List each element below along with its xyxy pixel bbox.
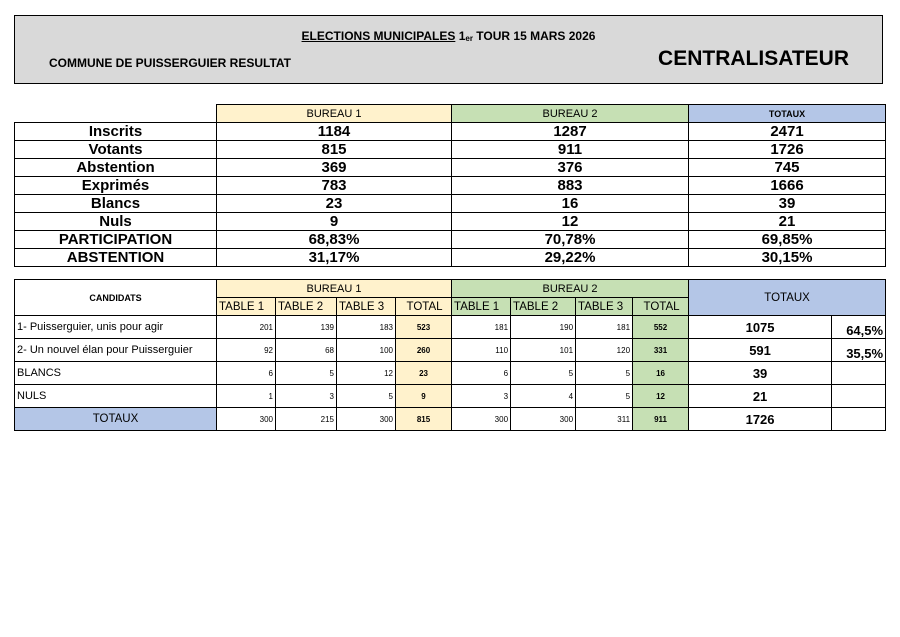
b2-table-cell: 5 xyxy=(576,385,633,408)
b1-table2-header: TABLE 2 xyxy=(276,298,337,316)
centralisateur-label: CENTRALISATEUR xyxy=(658,47,849,70)
b2-total-header: TOTAL xyxy=(633,298,689,316)
summary-value-bureau2: 376 xyxy=(452,159,689,177)
b1-total-cell: 260 xyxy=(396,339,452,362)
summary-row-label: Nuls xyxy=(15,213,217,231)
summary-header-blank xyxy=(15,105,217,123)
b1-total-cell: 23 xyxy=(396,362,452,385)
b2-total-cell: 552 xyxy=(633,316,689,339)
summary-value-bureau2: 12 xyxy=(452,213,689,231)
summary-value-bureau2: 1287 xyxy=(452,123,689,141)
summary-col-bureau1: BUREAU 1 xyxy=(217,105,452,123)
summary-value-bureau1: 23 xyxy=(217,195,452,213)
summary-row xyxy=(15,213,886,231)
candidate-row xyxy=(15,362,886,385)
summary-row-label: Votants xyxy=(15,141,217,159)
summary-row-label: Abstention xyxy=(15,159,217,177)
summary-row xyxy=(15,123,886,141)
summary-row xyxy=(15,231,886,249)
summary-value-bureau1: 31,17% xyxy=(217,249,452,267)
b2-table1-header: TABLE 1 xyxy=(452,298,511,316)
candidate-total-cell: 1075 xyxy=(689,316,832,339)
candidate-row xyxy=(15,385,886,408)
summary-header-row xyxy=(15,105,886,123)
b1-table-cell: 5 xyxy=(276,362,337,385)
b2-table-cell: 190 xyxy=(511,316,576,339)
b1-total-cell: 523 xyxy=(396,316,452,339)
summary-row-label: Exprimés xyxy=(15,177,217,195)
candidate-total-cell: 21 xyxy=(689,385,832,408)
b1-table-cell: 12 xyxy=(337,362,396,385)
b2-total-cell: 331 xyxy=(633,339,689,362)
summary-col-totaux: TOTAUX xyxy=(689,105,886,123)
header-box xyxy=(14,15,883,84)
summary-value-totaux: 21 xyxy=(689,213,886,231)
summary-value-bureau2: 911 xyxy=(452,141,689,159)
b2-table-cell: 5 xyxy=(576,362,633,385)
candidate-label: BLANCS xyxy=(15,362,217,385)
b2-table-cell: 181 xyxy=(452,316,511,339)
b1-table-cell: 5 xyxy=(337,385,396,408)
summary-row xyxy=(15,159,886,177)
summary-value-bureau1: 68,83% xyxy=(217,231,452,249)
b1-table1-header: TABLE 1 xyxy=(217,298,276,316)
candidate-total-cell: 591 xyxy=(689,339,832,362)
b2-table-cell: 4 xyxy=(511,385,576,408)
title-round-suffix: er xyxy=(465,34,473,43)
cand-totaux-header: TOTAUX xyxy=(689,280,886,316)
b2-table-cell: 6 xyxy=(452,362,511,385)
b2-table-cell: 300 xyxy=(452,408,511,431)
document-title xyxy=(15,29,882,43)
cand-bureau1-header: BUREAU 1 xyxy=(217,280,452,298)
summary-value-totaux: 2471 xyxy=(689,123,886,141)
summary-value-totaux: 39 xyxy=(689,195,886,213)
b2-table2-header: TABLE 2 xyxy=(511,298,576,316)
candidate-row xyxy=(15,316,886,339)
b1-table3-header: TABLE 3 xyxy=(337,298,396,316)
b2-total-cell: 911 xyxy=(633,408,689,431)
b2-table-cell: 120 xyxy=(576,339,633,362)
summary-col-bureau2: BUREAU 2 xyxy=(452,105,689,123)
summary-row xyxy=(15,195,886,213)
b2-table-cell: 101 xyxy=(511,339,576,362)
b2-table-cell: 3 xyxy=(452,385,511,408)
b2-table-cell: 5 xyxy=(511,362,576,385)
candidate-percent-cell: 64,5% xyxy=(832,316,886,339)
summary-value-totaux: 745 xyxy=(689,159,886,177)
b2-table3-header: TABLE 3 xyxy=(576,298,633,316)
summary-value-totaux: 69,85% xyxy=(689,231,886,249)
summary-value-bureau1: 369 xyxy=(217,159,452,177)
b2-total-cell: 12 xyxy=(633,385,689,408)
summary-row-label: ABSTENTION xyxy=(15,249,217,267)
summary-value-bureau2: 70,78% xyxy=(452,231,689,249)
summary-value-totaux: 1726 xyxy=(689,141,886,159)
title-main: ELECTIONS MUNICIPALES xyxy=(301,29,456,43)
summary-value-bureau2: 883 xyxy=(452,177,689,195)
candidates-totals-row xyxy=(15,408,886,431)
b2-table-cell: 181 xyxy=(576,316,633,339)
commune-label: COMMUNE DE PUISSERGUIER RESULTAT xyxy=(49,56,292,70)
b1-table-cell: 92 xyxy=(217,339,276,362)
candidate-label: 1- Puisserguier, unis pour agir xyxy=(15,316,217,339)
summary-table xyxy=(14,104,886,267)
summary-row xyxy=(15,141,886,159)
b1-total-cell: 815 xyxy=(396,408,452,431)
b2-table-cell: 300 xyxy=(511,408,576,431)
b1-table-cell: 201 xyxy=(217,316,276,339)
b2-table-cell: 110 xyxy=(452,339,511,362)
candidates-header-row-1 xyxy=(15,280,886,298)
b2-total-cell: 16 xyxy=(633,362,689,385)
summary-value-totaux: 1666 xyxy=(689,177,886,195)
summary-row-label: Inscrits xyxy=(15,123,217,141)
title-round-number: 1 xyxy=(458,29,466,43)
b1-table-cell: 183 xyxy=(337,316,396,339)
candidate-label: 2- Un nouvel élan pour Puisserguier xyxy=(15,339,217,362)
b1-table-cell: 300 xyxy=(217,408,276,431)
summary-value-bureau1: 783 xyxy=(217,177,452,195)
totaux-label: TOTAUX xyxy=(15,408,217,431)
b2-table-cell: 311 xyxy=(576,408,633,431)
b1-table-cell: 139 xyxy=(276,316,337,339)
b1-total-header: TOTAL xyxy=(396,298,452,316)
b1-table-cell: 68 xyxy=(276,339,337,362)
b1-table-cell: 100 xyxy=(337,339,396,362)
summary-value-totaux: 30,15% xyxy=(689,249,886,267)
candidate-total-cell: 39 xyxy=(689,362,832,385)
b1-total-cell: 9 xyxy=(396,385,452,408)
candidates-table xyxy=(14,279,886,431)
summary-value-bureau2: 16 xyxy=(452,195,689,213)
candidate-label: NULS xyxy=(15,385,217,408)
cand-bureau2-header: BUREAU 2 xyxy=(452,280,689,298)
summary-value-bureau1: 9 xyxy=(217,213,452,231)
candidate-percent-cell xyxy=(832,385,886,408)
summary-row-label: PARTICIPATION xyxy=(15,231,217,249)
b1-table-cell: 1 xyxy=(217,385,276,408)
b1-table-cell: 6 xyxy=(217,362,276,385)
candidate-percent-cell xyxy=(832,362,886,385)
summary-row xyxy=(15,249,886,267)
grand-total-cell: 1726 xyxy=(689,408,832,431)
b1-table-cell: 300 xyxy=(337,408,396,431)
summary-row xyxy=(15,177,886,195)
candidate-row xyxy=(15,339,886,362)
b1-table-cell: 3 xyxy=(276,385,337,408)
grand-total-percent-cell xyxy=(832,408,886,431)
summary-value-bureau2: 29,22% xyxy=(452,249,689,267)
summary-value-bureau1: 815 xyxy=(217,141,452,159)
summary-value-bureau1: 1184 xyxy=(217,123,452,141)
candidate-percent-cell: 35,5% xyxy=(832,339,886,362)
summary-row-label: Blancs xyxy=(15,195,217,213)
candidats-header: CANDIDATS xyxy=(15,280,217,316)
b1-table-cell: 215 xyxy=(276,408,337,431)
title-date: TOUR 15 MARS 2026 xyxy=(476,29,596,43)
